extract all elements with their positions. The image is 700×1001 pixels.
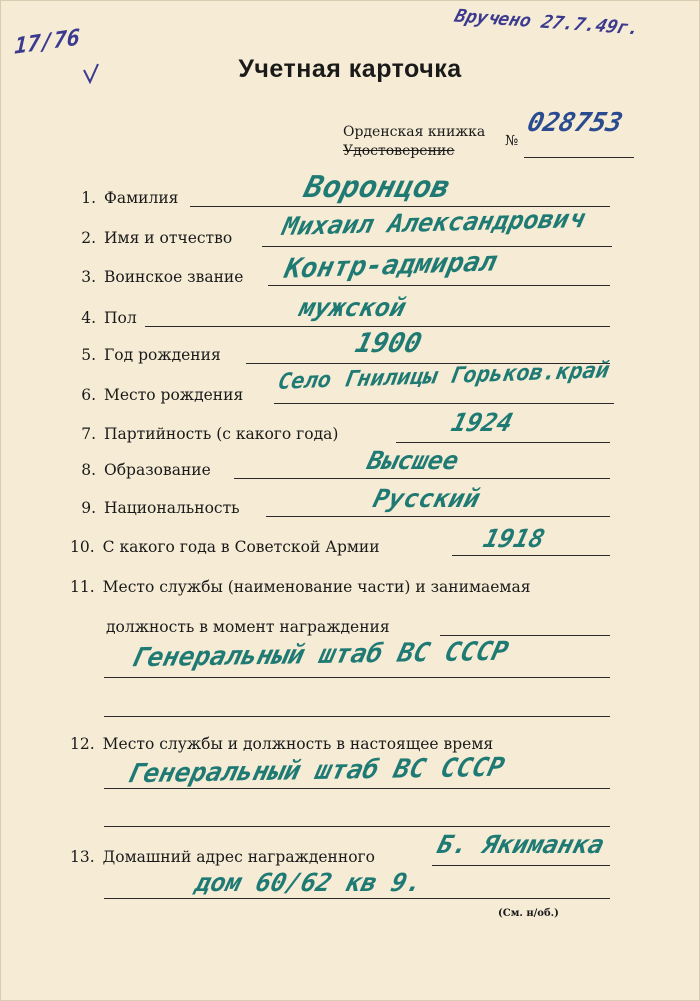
field-5-value: 1900 [352, 328, 425, 359]
field-7-value: 1924 [448, 408, 516, 437]
number-sign: № [505, 133, 519, 149]
field-13-value-line1: Б. Якиманка [434, 830, 608, 859]
field-7-label: 7. Партийность (с какого года) [81, 425, 339, 443]
field-4-label: 4. Пол [81, 309, 137, 327]
field-13-value-line2: дом 60/62 кв 9. [192, 868, 426, 897]
field-3-label: 3. Воинское звание [81, 268, 244, 286]
field-10-label: 10. С какого года в Советской Армии [70, 538, 380, 556]
corner-note: 17/76 [13, 25, 81, 60]
field-3-value: Контр-адмирал [281, 246, 500, 285]
field-2-label: 2. Имя и отчество [81, 229, 233, 247]
field-1-value: Воронцов [300, 170, 454, 205]
field-12-value: Генеральный штаб ВС СССР [124, 752, 508, 790]
field-11-label-line2: должность в момент награждения [106, 618, 390, 636]
issued-note: Вручено 27.7.49г. [452, 5, 642, 40]
field-13-label: 13. Домашний адрес награжденного [70, 848, 375, 866]
field-9-value: Русский [370, 484, 483, 513]
field-8-value: Высшее [364, 446, 462, 475]
field-5-label: 5. Год рождения [81, 346, 221, 364]
field-6-label: 6. Место рождения [81, 386, 244, 404]
field-6-value: Село Гнилицы Горьков.край [275, 358, 612, 395]
field-8-label: 8. Образование [81, 461, 211, 479]
field-11-value: Генеральный штаб ВС СССР [128, 636, 512, 674]
order-book-number: 028753 [524, 108, 626, 138]
field-10-value: 1918 [480, 524, 548, 553]
order-book-label: Орденская книжка [343, 124, 486, 140]
field-12-label: 12. Место службы и должность в настоящее время [70, 735, 494, 753]
field-9-label: 9. Национальность [81, 499, 240, 517]
field-11-label-line1: 11. Место службы (наименование части) и занимаемая [70, 578, 531, 596]
footer-note: (См. н/об.) [498, 908, 559, 919]
field-2-value: Михаил Александрович [279, 203, 588, 242]
field-1-label: 1. Фамилия [81, 189, 179, 207]
field-4-value: мужской [296, 293, 409, 322]
certificate-label-struck: Удостоверение [343, 143, 455, 159]
card-title: Учетная карточка [238, 55, 462, 83]
